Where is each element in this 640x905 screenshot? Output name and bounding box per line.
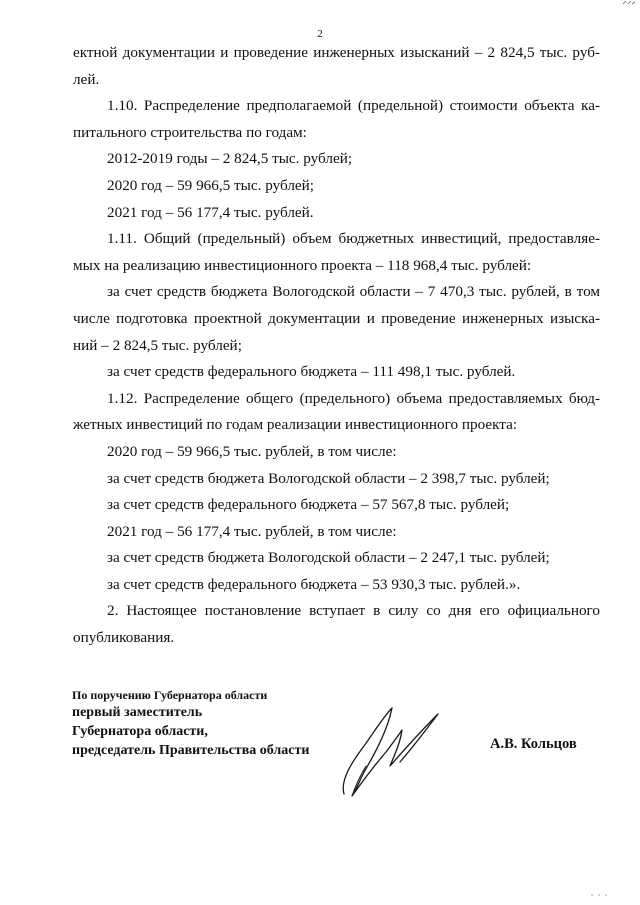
paragraph-1-11: 1.11. Общий (предельный) объем бюджетных инвестиций, предоставляе-мых на реализацию инвестиционного проекта – 118 968,4 тыс. рублей: [73, 230, 600, 274]
page-number: 2 [317, 28, 323, 40]
signatory-line-on-behalf: По поручению Губернатора области [72, 688, 268, 702]
signatory-line-governor: Губернатора области, [72, 724, 208, 739]
scan-artifact-bottom [590, 893, 610, 897]
paragraph-regional-budget-total: за счет средств бюджета Вологодской области – 7 470,3 тыс. рублей, в том числе подготовка проектной документации и проведение инженерных изыска-ний – 2 824,5 тыс. рублей; [73, 283, 600, 354]
paragraph-federal-budget-total: за счет средств федерального бюджета – 111 498,1 тыс. рублей. [107, 363, 516, 381]
document-body [73, 40, 600, 652]
paragraph-cost-2021: 2021 год – 56 177,4 тыс. рублей. [107, 203, 314, 221]
signatory-name: А.В. Кольцов [490, 736, 577, 752]
paragraph-1-10: 1.10. Распределение предполагаемой (предельной) стоимости объекта ка-питального строительства по годам: [73, 97, 600, 141]
paragraph-cost-2012-2019: 2012-2019 годы – 2 824,5 тыс. рублей; [107, 150, 353, 168]
scan-artifact-top [622, 0, 636, 5]
paragraph-2021-regional: за счет средств бюджета Вологодской области – 2 247,1 тыс. рублей; [107, 549, 550, 567]
signatory-line-first-deputy: первый заместитель [72, 705, 203, 720]
signatory-line-chairman: председатель Правительства области [72, 743, 310, 758]
paragraph-1-12: 1.12. Распределение общего (предельного) объема предоставляемых бюд-жетных инвестиций по годам реализации инвестиционного проекта: [73, 389, 600, 434]
paragraph-2020-federal: за счет средств федерального бюджета – 57 567,8 тыс. рублей; [107, 496, 510, 514]
paragraph-cost-2020: 2020 год – 59 966,5 тыс. рублей; [107, 176, 315, 194]
paragraph-2020-regional: за счет средств бюджета Вологодской области – 2 398,7 тыс. рублей; [107, 469, 550, 487]
paragraph-2021-total: 2021 год – 56 177,4 тыс. рублей, в том числе: [107, 522, 397, 540]
paragraph-continuation: ектной документации и проведение инженерных изысканий – 2 824,5 тыс. руб-лей. [73, 44, 600, 88]
paragraph-2020-total: 2020 год – 59 966,5 тыс. рублей, в том числе: [107, 442, 397, 460]
paragraph-2-effective: 2. Настоящее постановление вступает в силу со дня его официального опубликования. [73, 602, 600, 647]
signatory-title-block [72, 687, 309, 760]
handwritten-signature [330, 700, 470, 805]
paragraph-2021-federal: за счет средств федерального бюджета – 53 930,3 тыс. рублей.». [107, 575, 521, 593]
